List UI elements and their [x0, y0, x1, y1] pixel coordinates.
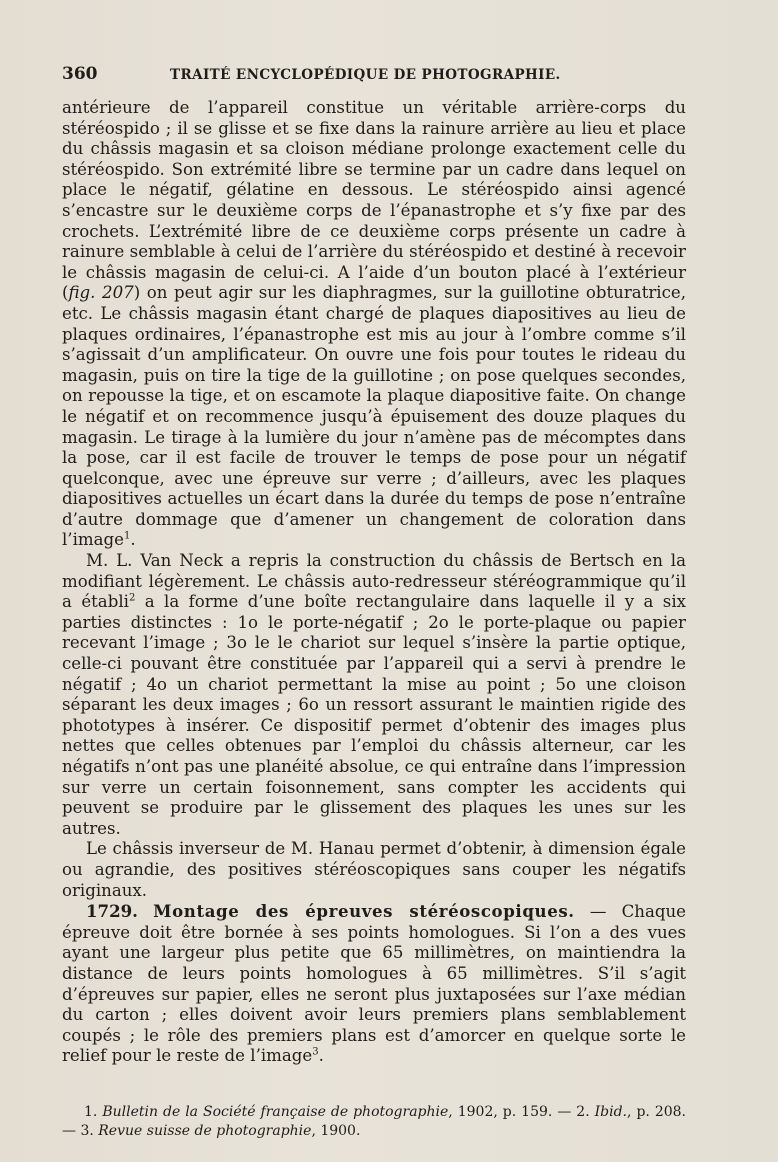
body-text: [62, 98, 686, 1067]
figure-reference: fig. 207: [68, 283, 134, 303]
paragraph-text: .: [130, 530, 136, 550]
footnote-title: Ibid.: [594, 1103, 628, 1120]
paragraph-text: ) on peut agir sur les diaphragmes, sur la guillotine obturatrice, etc. Le châssis magasin étant chargé de plaques diapositives au lieu de plaques ordinaires, l’épanastrophe est mis au jour à l’ombre comme s’il s’agissait d’un amplificateur. On ouvre une fois pour toutes le rideau du magasin, puis on tire la tige de la guillotine ; on pose quelques secondes, on repousse la tige, et on escamote la plaque diapositive faite. On change le négatif et on recommence jusqu’à épuisement des douze plaques du magasin. Le tirage à la lumière du jour n’amène pas de mécomptes dans la pose, car il est facile de trouver le temps de pose pour un négatif quelconque, avec une épreuve sur verre ; d’ailleurs, avec les plaques diapositives actuelles un écart dans la durée du temps de pose n’entraîne d’autre dommage que d’amener un changement de coloration dans l’image: [62, 283, 686, 550]
running-title: TRAITÉ ENCYCLOPÉDIQUE DE PHOTOGRAPHIE.: [170, 67, 561, 83]
section-1729: [62, 901, 686, 1067]
section-text: .: [318, 1046, 324, 1066]
page-number: 360: [62, 64, 98, 84]
footnote-title: Revue suisse de photographie: [98, 1122, 312, 1139]
paragraph-continuation: [62, 98, 686, 551]
footnote-marker: 1: [123, 530, 131, 542]
paragraph-text: Le châssis inverseur de M. Hanau permet d’obtenir, à dimension égale ou agrandie, des positives stéréoscopiques sans couper les négatifs originaux.: [62, 839, 686, 900]
paragraph-hanau: [62, 839, 686, 901]
footnote-text: , 1900.: [311, 1122, 361, 1139]
paragraph-text: antérieure de l’appareil constitue un véritable arrière-corps du stéréospido ; il se glisse et se fixe dans la rainure arrière au lieu et place du châssis magasin et sa cloison médiane prolonge exactement celle du stéréospido. Son extrémité libre se termine par un cadre dans lequel on place le négatif, gélatine en dessous. Le stéréospido ainsi agencé s’encastre sur le deuxième corps de l’épanastrophe et s’y fixe par des crochets. L’extrémité libre de ce deuxième corps présente un cadre à rainure semblable à celui de l’arrière du stéréospido et destiné à recevoir le châssis magasin de celui-ci. A l’aide d’un bouton placé à l’extérieur (: [62, 98, 686, 303]
page-header: [62, 64, 686, 92]
footnotes: [62, 1103, 686, 1141]
section-title: Montage des épreuves stéréoscopiques.: [153, 901, 575, 922]
section-text: — Chaque épreuve doit être bornée à ses points homologues. Si l’on a des vues ayant une largeur plus petite que 65 millimètres, on maintiendra la distance de leurs points homologues à 65 millimètres. S’il s’agit d’épreuves sur papier, elles ne seront plus juxtaposées sur l’axe médian du carton ; elles doivent avoir leurs premiers plans semblablement coupés ; le rôle des premiers plans est d’amorcer en quelque sorte le relief pour le reste de l’image: [62, 902, 686, 1066]
footnote-marker: 2: [128, 592, 136, 604]
footnote-text: 1.: [84, 1103, 103, 1120]
footnote-text: , 1902, p. 159. — 2.: [448, 1103, 595, 1120]
paragraph-van-neck: [62, 551, 686, 839]
footnote-text: , p. 208. — 3.: [62, 1103, 687, 1139]
paragraph-text: M. L. Van Neck a repris la construction du châssis de Bertsch en la modifiant légèrement. Le châssis auto-redresseur stéréogrammique qu’il a établi: [62, 551, 686, 612]
footnote-title: Bulletin de la Société française de photographie: [102, 1103, 449, 1120]
paragraph-text: a la forme d’une boîte rectangulaire dans laquelle il y a six parties distinctes : 1o le porte-négatif ; 2o le porte-plaque ou papier recevant l’image ; 3o le le chariot sur lequel s’insère la partie optique, celle-ci pouvant être constituée par l’appareil qui a servi à prendre le négatif ; 4o un chariot permettant la mise au point ; 5o une cloison séparant les deux images ; 6o un ressort assurant le maintien rigide des phototypes à insérer. Ce dispositif permet d’obtenir des images plus nettes que celles obtenues par l’emploi du châssis alterneur, car les négatifs n’ont pas une planéité absolue, ce qui entraîne dans l’impression sur verre un certain foisonnement, sans compter les accidents qui peuvent se produire par le glissement des plaques les unes sur les autres.: [62, 592, 686, 838]
section-number: 1729.: [86, 901, 138, 922]
footnote-marker: 3: [312, 1046, 319, 1058]
